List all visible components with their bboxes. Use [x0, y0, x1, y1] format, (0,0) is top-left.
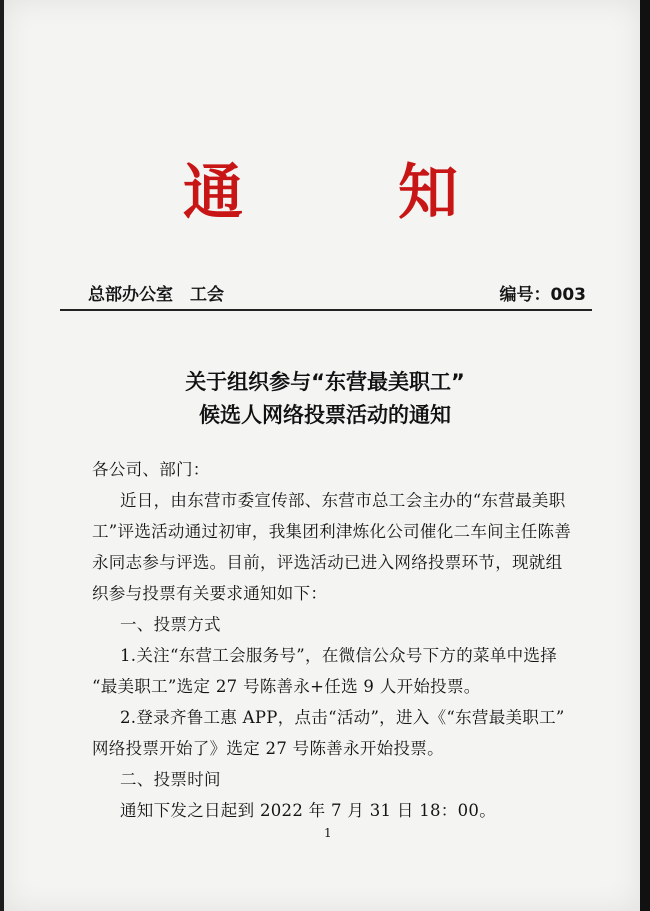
section-2-heading: 二、投票时间: [120, 770, 221, 789]
scan-edge: [640, 0, 650, 911]
issuing-department: 总部办公室 工会: [88, 285, 224, 305]
body-line-4: 织参与投票有关要求通知如下：: [92, 584, 328, 603]
document-title-line-1: 关于组织参与“东营最美职工”: [185, 370, 465, 394]
section-1-heading: 一、投票方式: [120, 615, 221, 634]
salutation: 各公司、部门：: [92, 460, 210, 479]
item-2-line-2: 网络投票开始了》选定 27 号陈善永开始投票。: [92, 739, 444, 758]
body-line-3: 永同志参与评选。目前，评选活动已进入网络投票环节，现就组: [92, 553, 563, 572]
body-line-2: 工”评选活动通过初审，我集团利津炼化公司催化二车间主任陈善: [92, 522, 572, 541]
item-1-line-1: 1.关注“东营工会服务号”，在微信公众号下方的菜单中选择: [120, 646, 558, 665]
body-line-1: 近日，由东营市委宣传部、东营市总工会主办的“东营最美职: [120, 491, 566, 510]
page-number: 1: [324, 826, 332, 840]
heading-char-1: 通: [183, 158, 243, 228]
document-number: 编号：003: [499, 285, 586, 305]
item-1-line-2: “最美职工”选定 27 号陈善永+任选 9 人开始投票。: [92, 677, 481, 696]
header-divider: [60, 309, 592, 311]
item-2-line-1: 2.登录齐鲁工惠 APP，点击“活动”，进入《“东营最美职工”: [120, 708, 565, 727]
notice-heading: [0, 158, 650, 228]
time-line: 通知下发之日起到 2022 年 7 月 31 日 18：00。: [120, 801, 496, 820]
document-title-line-2: 候选人网络投票活动的通知: [199, 403, 451, 427]
heading-char-2: 知: [398, 158, 458, 228]
issuer-row: [88, 282, 588, 308]
